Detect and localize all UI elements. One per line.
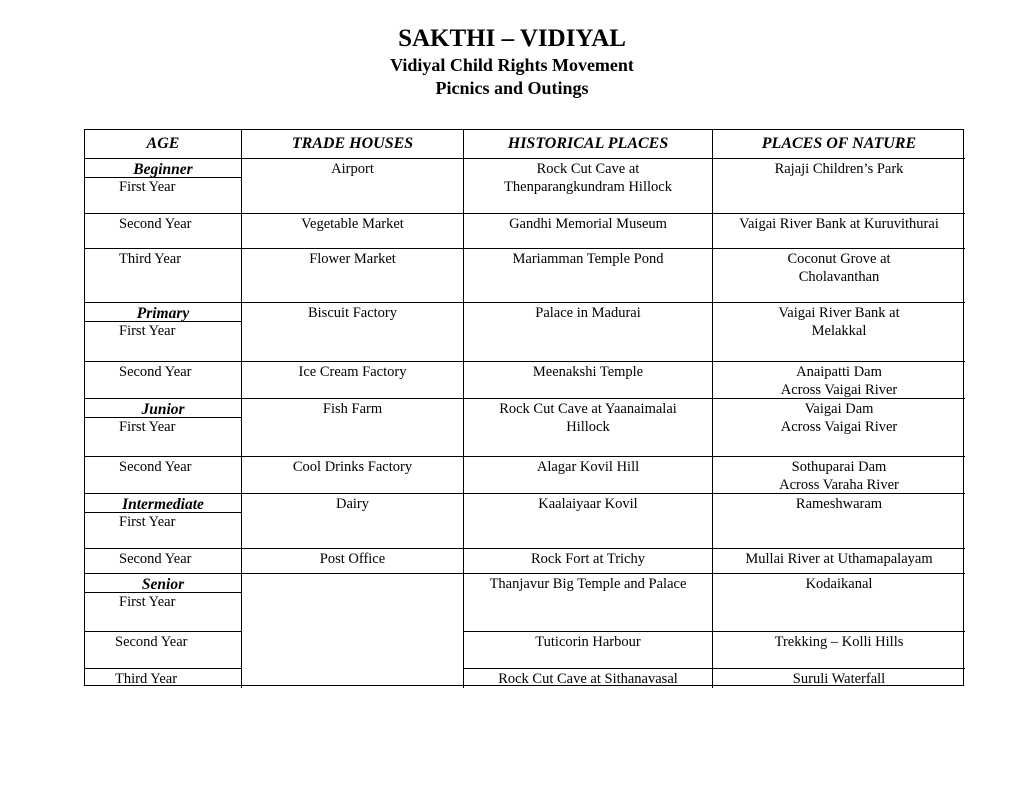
cell-text-line: Rock Cut Cave at Yaanaimalai bbox=[499, 401, 677, 417]
trade-house-cell: Post Office bbox=[242, 549, 464, 574]
cell-text-line: Meenakshi Temple bbox=[532, 364, 644, 380]
age-category-label: Primary bbox=[85, 303, 241, 322]
cell-text-line: Tuticorin Harbour bbox=[535, 634, 641, 650]
historical-place-cell bbox=[464, 399, 713, 457]
page-subtitle-2: Picnics and Outings bbox=[435, 78, 589, 98]
age-cell bbox=[85, 574, 242, 632]
trade-house-cell: Flower Market bbox=[242, 249, 464, 303]
cell-text-line: Thenparangkundram Hillock bbox=[504, 179, 672, 195]
cell-text-line: Suruli Waterfall bbox=[792, 671, 886, 687]
age-cell bbox=[85, 399, 242, 457]
cell-text-line: Alagar Kovil Hill bbox=[536, 459, 640, 475]
cell-text-line: Palace in Madurai bbox=[535, 305, 641, 321]
cell-text-line: Rock Fort at Trichy bbox=[531, 551, 645, 567]
age-category-label: Junior bbox=[85, 399, 241, 418]
column-header-age: AGE bbox=[85, 130, 242, 159]
place-of-nature-cell bbox=[713, 303, 965, 362]
place-of-nature-cell bbox=[713, 457, 965, 494]
cell-text-line: Gandhi Memorial Museum bbox=[509, 216, 667, 232]
age-year-label: First Year bbox=[119, 594, 176, 610]
cell-text-line: Across Varaha River bbox=[779, 477, 899, 493]
cell-text-line: Kaalaiyaar Kovil bbox=[538, 496, 638, 512]
age-cell bbox=[85, 159, 242, 214]
trade-house-cell: Biscuit Factory bbox=[242, 303, 464, 362]
cell-text-line: Melakkal bbox=[811, 323, 867, 339]
historical-place-cell bbox=[464, 549, 713, 574]
age-cell bbox=[85, 303, 242, 362]
place-of-nature-cell bbox=[713, 159, 965, 214]
age-year-label: Second Year bbox=[85, 632, 242, 669]
cell-text-line: Coconut Grove at bbox=[787, 251, 891, 267]
trade-house-cell: Vegetable Market bbox=[242, 214, 464, 249]
historical-place-cell bbox=[464, 494, 713, 549]
cell-text-line: Anaipatti Dam bbox=[796, 364, 882, 380]
cell-text-line: Kodaikanal bbox=[805, 576, 873, 592]
cell-text-line: Rock Cut Cave at Sithanavasal bbox=[498, 671, 678, 687]
column-header-trade-houses: TRADE HOUSES bbox=[242, 130, 464, 159]
page-subtitle: Vidiyal Child Rights Movement bbox=[390, 55, 634, 75]
place-of-nature-cell bbox=[713, 632, 965, 669]
place-of-nature-cell bbox=[713, 362, 965, 399]
cell-text-line: Rameshwaram bbox=[795, 496, 883, 512]
trade-house-cell: Airport bbox=[242, 159, 464, 214]
cell-text-line: Hillock bbox=[566, 419, 610, 435]
column-header-historical-places: HISTORICAL PLACES bbox=[464, 130, 713, 159]
place-of-nature-cell bbox=[713, 494, 965, 549]
age-year-label: Second Year bbox=[85, 214, 242, 249]
trade-house-cell: Cool Drinks Factory bbox=[242, 457, 464, 494]
document-header bbox=[0, 24, 1024, 100]
column-header-places-of-nature: PLACES OF NATURE bbox=[713, 130, 965, 159]
trade-house-cell: Fish Farm bbox=[242, 399, 464, 457]
trade-house-cell bbox=[242, 574, 464, 688]
trade-house-cell: Dairy bbox=[242, 494, 464, 549]
place-of-nature-cell bbox=[713, 549, 965, 574]
age-category-label: Intermediate bbox=[85, 494, 241, 513]
page-title: SAKTHI – VIDIYAL bbox=[398, 25, 626, 52]
place-of-nature-cell bbox=[713, 574, 965, 632]
outings-table bbox=[84, 129, 964, 686]
age-year-label: Second Year bbox=[85, 457, 242, 494]
age-year-label: Second Year bbox=[85, 362, 242, 399]
cell-text-line: Mullai River at Uthamapalayam bbox=[745, 551, 933, 567]
cell-text-line: Across Vaigai River bbox=[780, 382, 898, 398]
place-of-nature-cell bbox=[713, 214, 965, 249]
historical-place-cell bbox=[464, 669, 713, 688]
historical-place-cell bbox=[464, 159, 713, 214]
cell-text-line: Across Vaigai River bbox=[780, 419, 898, 435]
age-year-label: First Year bbox=[119, 179, 176, 195]
age-category-label: Beginner bbox=[85, 159, 241, 178]
age-year-label: First Year bbox=[119, 514, 176, 530]
historical-place-cell bbox=[464, 574, 713, 632]
age-year-label: First Year bbox=[119, 419, 176, 435]
cell-text-line: Vaigai River Bank at Kuruvithurai bbox=[739, 216, 939, 232]
cell-text-line: Trekking – Kolli Hills bbox=[774, 634, 904, 650]
cell-text-line: Thanjavur Big Temple and Palace bbox=[489, 576, 687, 592]
cell-text-line: Vaigai Dam bbox=[804, 401, 874, 417]
place-of-nature-cell bbox=[713, 669, 965, 688]
age-year-label: Third Year bbox=[85, 249, 242, 303]
historical-place-cell bbox=[464, 362, 713, 399]
age-year-label: Second Year bbox=[85, 549, 242, 574]
age-year-label: Third Year bbox=[85, 669, 242, 688]
cell-text-line: Vaigai River Bank at bbox=[778, 305, 900, 321]
cell-text-line: Rock Cut Cave at bbox=[536, 161, 640, 177]
cell-text-line: Rajaji Children’s Park bbox=[774, 161, 904, 177]
historical-place-cell bbox=[464, 249, 713, 303]
age-cell bbox=[85, 494, 242, 549]
historical-place-cell bbox=[464, 632, 713, 669]
cell-text-line: Cholavanthan bbox=[798, 269, 880, 285]
place-of-nature-cell bbox=[713, 399, 965, 457]
age-category-label: Senior bbox=[85, 574, 241, 593]
place-of-nature-cell bbox=[713, 249, 965, 303]
cell-text-line: Sothuparai Dam bbox=[791, 459, 887, 475]
cell-text-line: Mariamman Temple Pond bbox=[512, 251, 664, 267]
trade-house-cell: Ice Cream Factory bbox=[242, 362, 464, 399]
historical-place-cell bbox=[464, 457, 713, 494]
historical-place-cell bbox=[464, 303, 713, 362]
age-year-label: First Year bbox=[119, 323, 176, 339]
historical-place-cell bbox=[464, 214, 713, 249]
